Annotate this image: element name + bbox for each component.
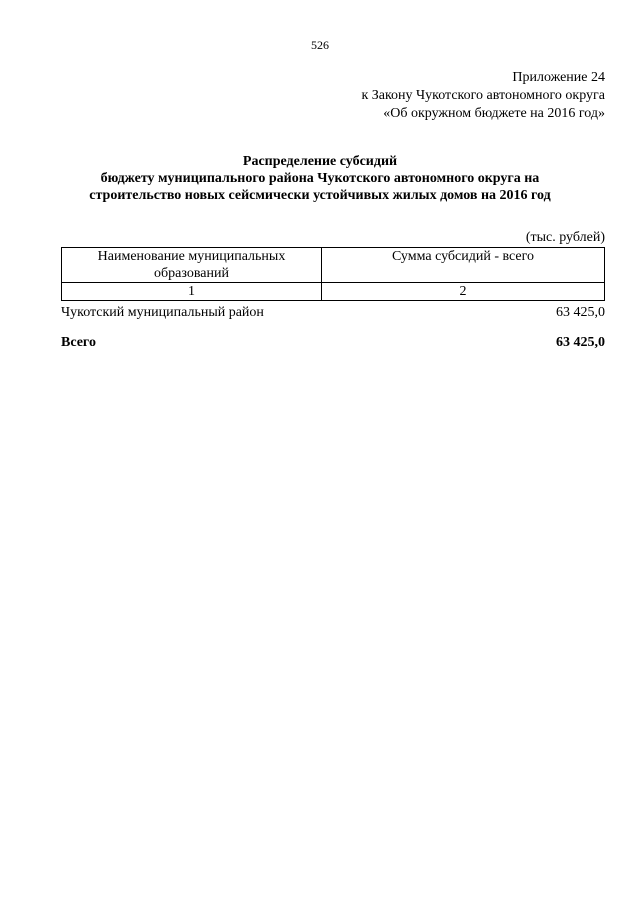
title-line: Распределение субсидий: [242, 154, 398, 169]
total-row: [61, 335, 605, 351]
total-amount: 63 425,0: [556, 335, 605, 350]
table-header-row: [62, 248, 605, 283]
subsidy-amount: 63 425,0: [556, 305, 605, 320]
units-label: (тыс. рублей): [525, 230, 605, 245]
document-title: [0, 153, 640, 204]
column-number: 2: [322, 283, 605, 301]
appendix-line: Приложение 24: [512, 70, 605, 85]
title-line: бюджету муниципального района Чукотского автономного округа на: [100, 171, 540, 186]
header-subsidy-sum: Сумма субсидий - всего: [322, 248, 605, 283]
appendix-line: «Об окружном бюджете на 2016 год»: [383, 106, 605, 121]
subsidy-table: [61, 247, 605, 301]
page-number: 526: [311, 38, 329, 52]
appendix-line: к Закону Чукотского автономного округа: [361, 88, 605, 103]
column-number: 1: [62, 283, 322, 301]
municipality-name: Чукотский муниципальный район: [61, 305, 264, 320]
table-row: [61, 305, 605, 321]
appendix-header: [361, 69, 605, 123]
title-line: строительство новых сейсмически устойчивых жилых домов на 2016 год: [89, 188, 551, 203]
total-label: Всего: [61, 335, 96, 350]
header-municipality: Наименование муниципальных образований: [62, 248, 322, 283]
column-number-row: [62, 283, 605, 301]
